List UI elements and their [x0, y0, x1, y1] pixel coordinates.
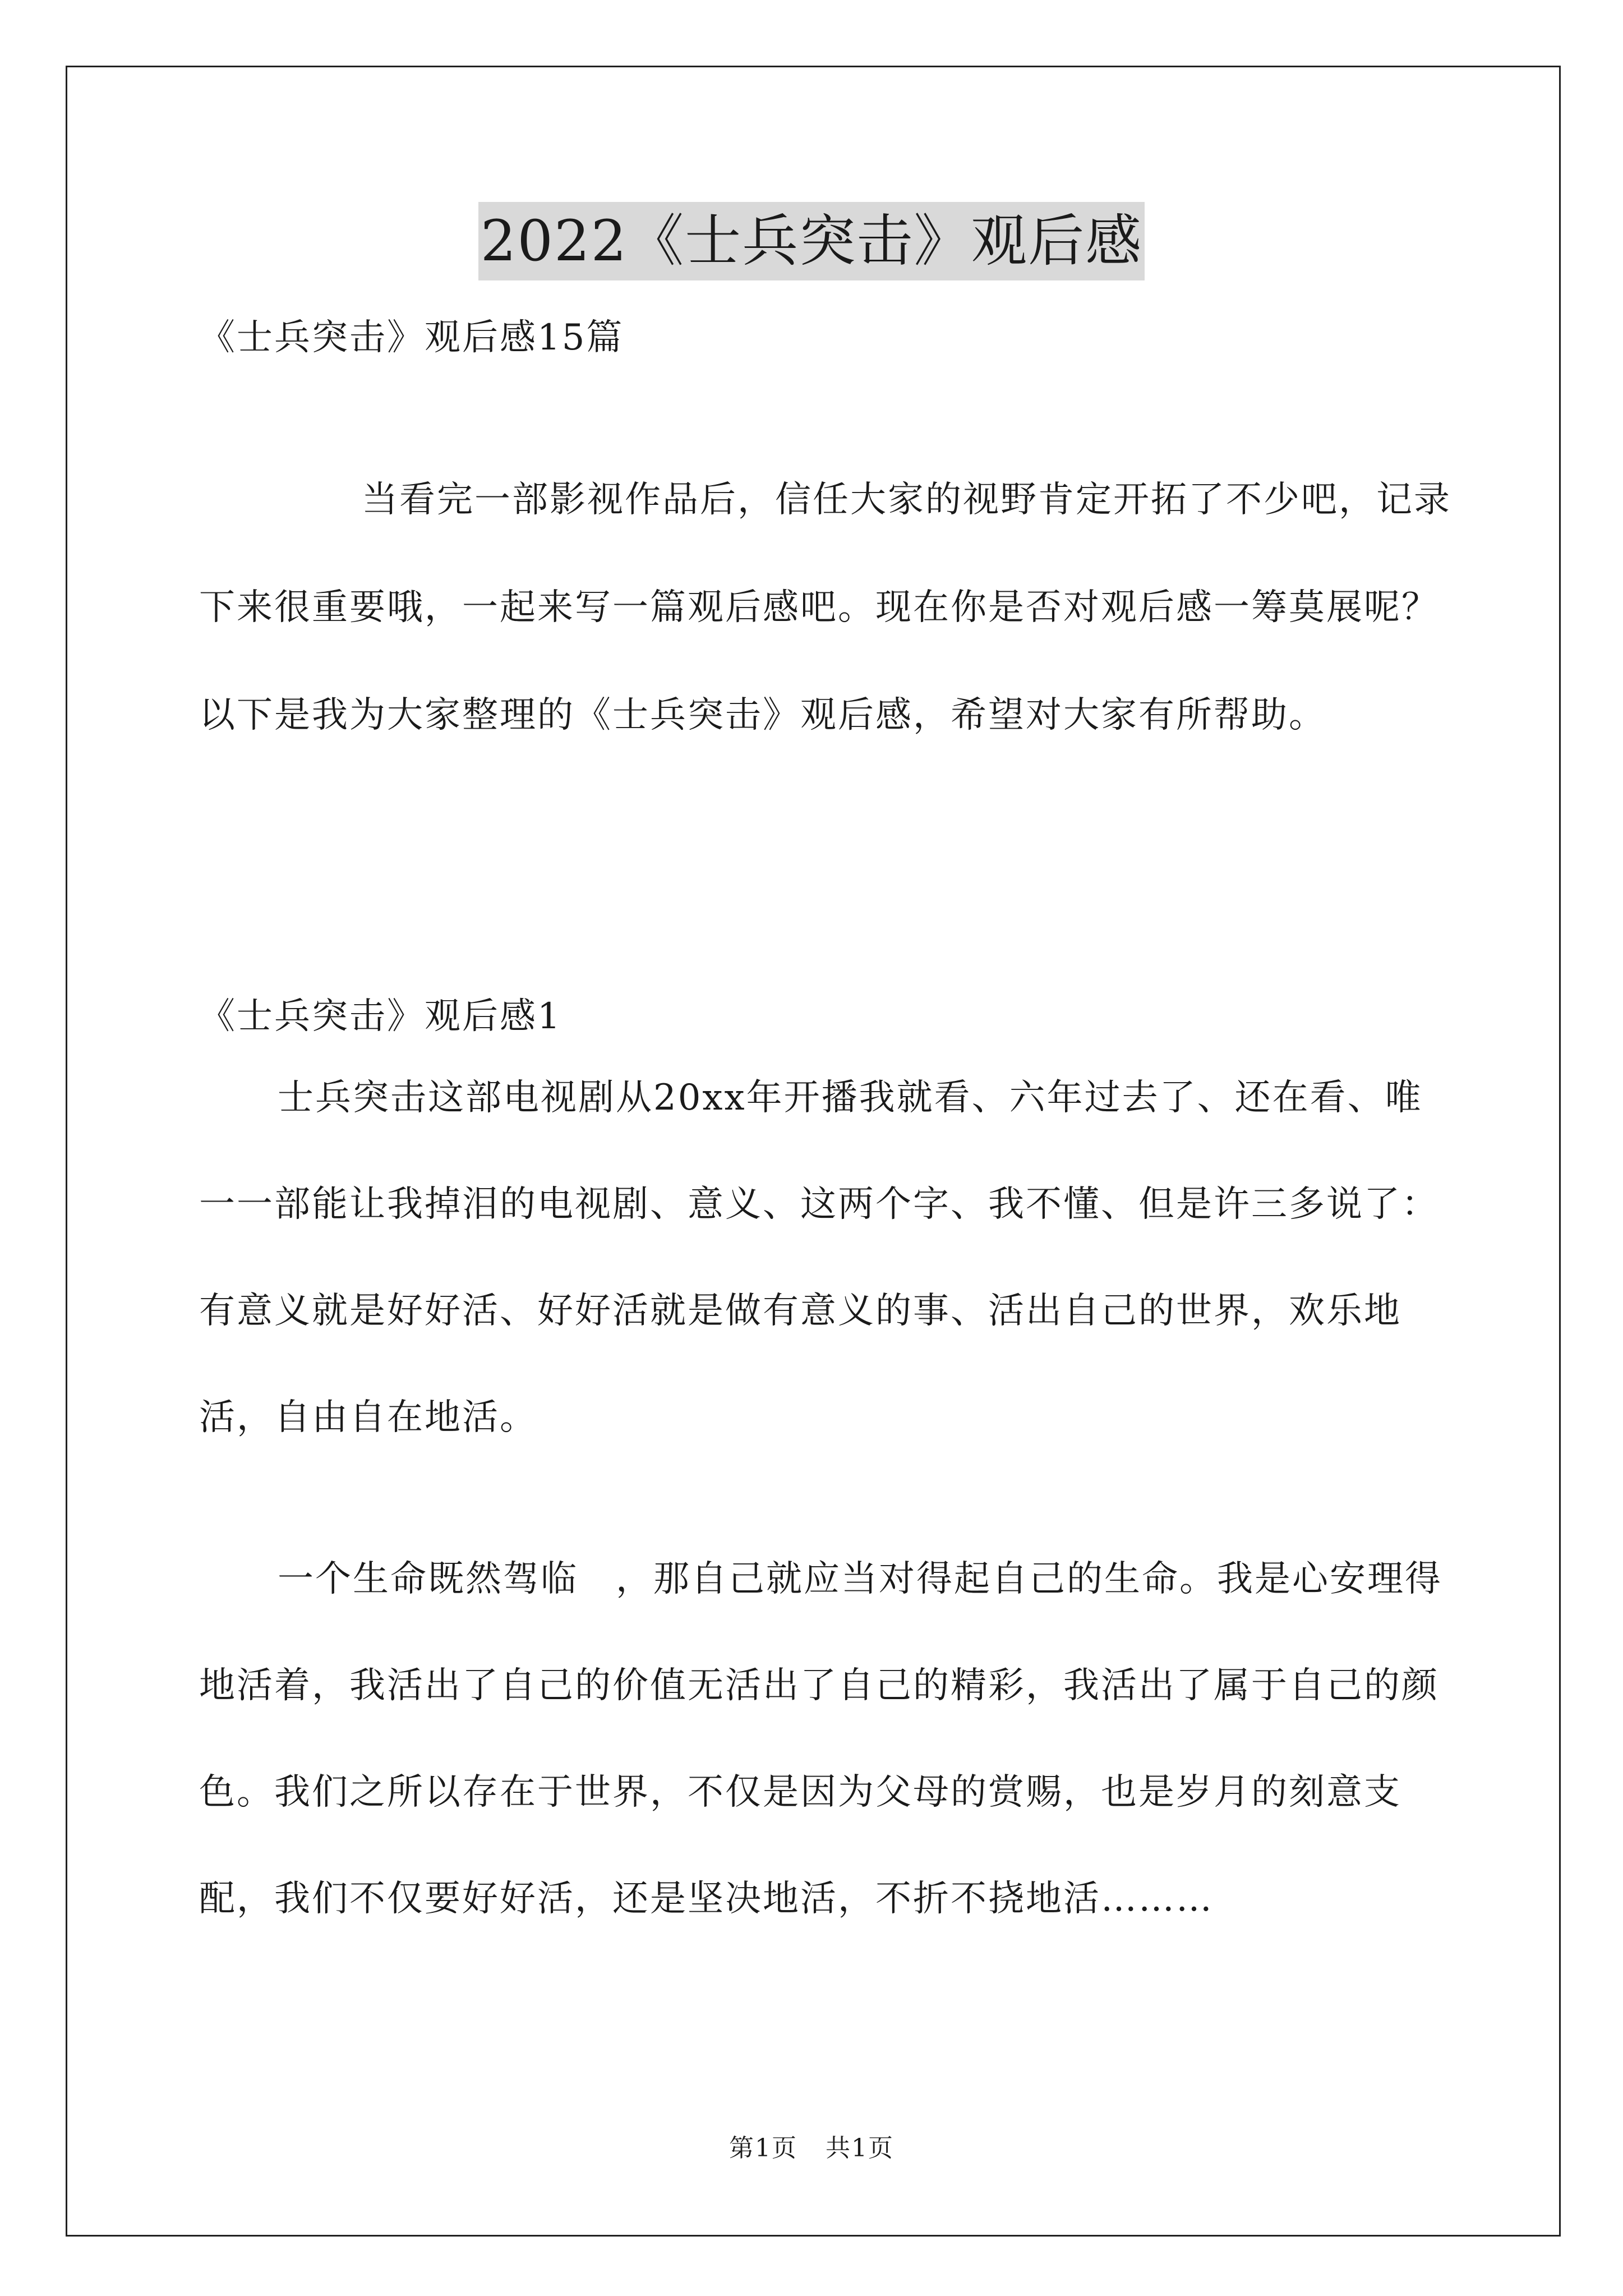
page-number-total: 共1页 [826, 2134, 894, 2162]
paragraph-2-text: 一个生命既然驾临 ，那自己就应当对得起自己的生命。我是心安理得地活着，我活出了自己的价值无活出了自己的精彩，我活出了属于自己的颜色。我们之所以存在于世界，不仅是因为父母的赏赐，也是岁月的刻意支配，我们不仅要好好活，还是坚决地活，不折不挠地活……… [199, 1558, 1442, 1920]
intro-paragraph [199, 446, 1455, 769]
body-paragraph-2 [199, 1526, 1455, 1952]
body-paragraph-1 [199, 1045, 1455, 1471]
document-title: 2022《士兵突击》观后感 [478, 202, 1145, 280]
intro-text: 当看完一部影视作品后，信任大家的视野肯定开拓了不少吧，记录下来很重要哦，一起来写一篇观后感吧。现在你是否对观后感一筹莫展呢？以下是我为大家整理的《士兵突击》观后感，希望对大家有所帮助。 [199, 479, 1451, 736]
document-subtitle: 《士兵突击》观后感15篇 [199, 317, 624, 358]
page-footer [0, 2132, 1623, 2165]
page-number-current: 第1页 [729, 2134, 797, 2162]
paragraph-1-text: 士兵突击这部电视剧从20xx年开播我就看、六年过去了、还在看、唯一一部能让我掉泪的电视剧、意义、这两个字、我不懂、但是许三多说了：有意义就是好好活、好好活就是做有意义的事、活出自己的世界，欢乐地活，自由自在地活。 [199, 1077, 1439, 1438]
title-wrap [0, 202, 1623, 280]
section-heading: 《士兵突击》观后感1 [199, 996, 562, 1037]
